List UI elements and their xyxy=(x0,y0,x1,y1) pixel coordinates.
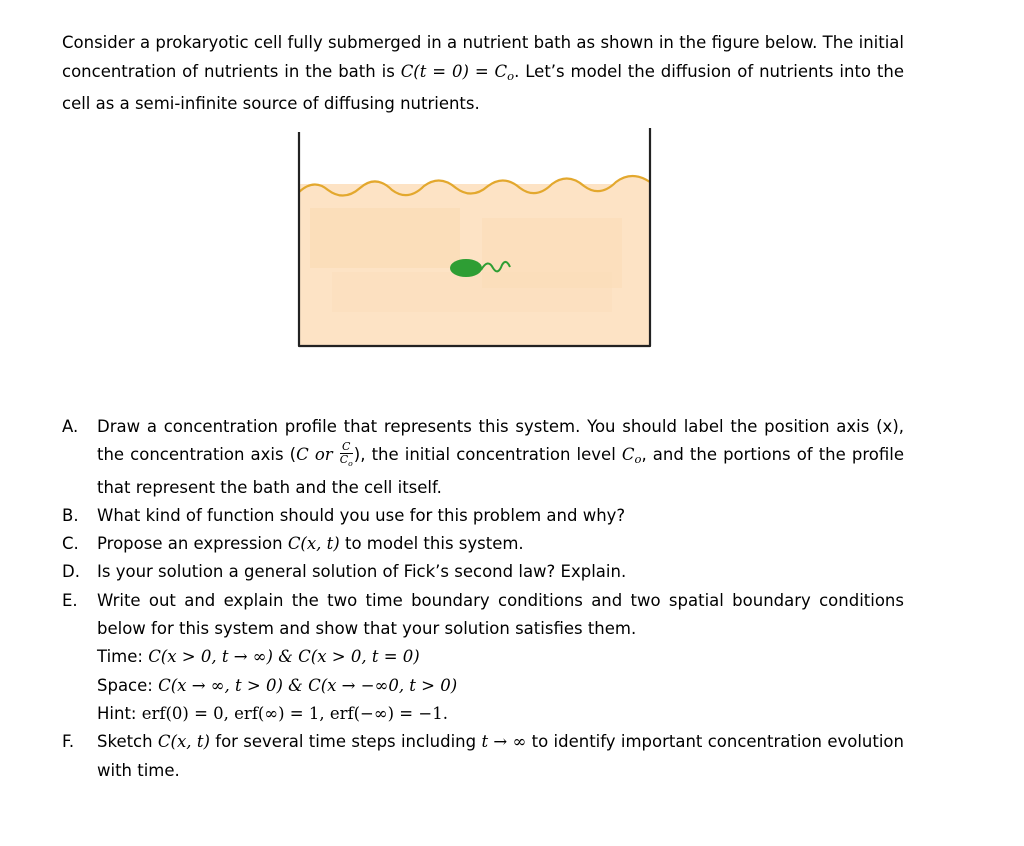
time-conditions: Time: C(x > 0, t → ∞) & C(x > 0, t = 0) xyxy=(97,647,420,667)
question-letter: E. xyxy=(62,590,78,610)
intro-paragraph xyxy=(62,29,904,119)
space-conditions: Space: C(x → ∞, t > 0) & C(x → −∞0, t > 0) xyxy=(97,675,458,695)
intro-text-a: Consider a prokaryotic cell fully submerged in a nutrient bath as shown in the figure below. The initial concentration of nutrients in the bath is xyxy=(62,33,904,81)
question-f: F. Sketch C(x, t) for several time steps including t → ∞ to identify important concentration evolution with time. xyxy=(62,728,904,785)
question-letter: D. xyxy=(62,562,80,582)
erf-hint: Hint: erf(0) = 0, erf(∞) = 1, erf(−∞) = −1. xyxy=(97,703,448,723)
nutrient-bath-figure xyxy=(292,122,660,354)
question-letter: A. xyxy=(62,417,79,436)
question-list xyxy=(62,413,904,785)
initial-condition-math: $C(t = 0) = C_o$ xyxy=(400,61,515,83)
question-a: A. Draw a concentration profile that represents this system. You should label the position axis (x), the concentration axis (C or $\frac{C}{C_o}$ ), the initial concentration level $C_o$, and the portions of the profile that represent the bath and the cell itself. xyxy=(62,413,904,502)
question-letter: B. xyxy=(62,505,79,525)
question-letter: F. xyxy=(62,732,75,752)
question-c: C. Propose an expression C(x, t) to model this system. xyxy=(62,530,904,558)
question-letter: C. xyxy=(62,534,79,554)
question-e: E. Write out and explain the two time boundary conditions and two spatial boundary conditions below for this system and show that your solution satisfies them. Time: C(x > 0, t → ∞) & C(x > 0, t = 0) Space: C(x → ∞, t > 0) & C(x → −∞0, t > 0) Hint: erf(0) = 0, erf(∞) = 1, erf(−∞) = −1. xyxy=(62,587,904,728)
intro-text-b: . Let’s model the diffusion of nutrients into the cell as a semi-infinite source of diffusing nutrients. xyxy=(62,61,904,113)
question-b: B. What kind of function should you use for this problem and why? xyxy=(62,502,904,530)
c-over-co-fraction: $\frac{C}{C_o}$ xyxy=(339,440,353,469)
question-d: D. Is your solution a general solution of Fick’s second law? Explain. xyxy=(62,558,904,586)
